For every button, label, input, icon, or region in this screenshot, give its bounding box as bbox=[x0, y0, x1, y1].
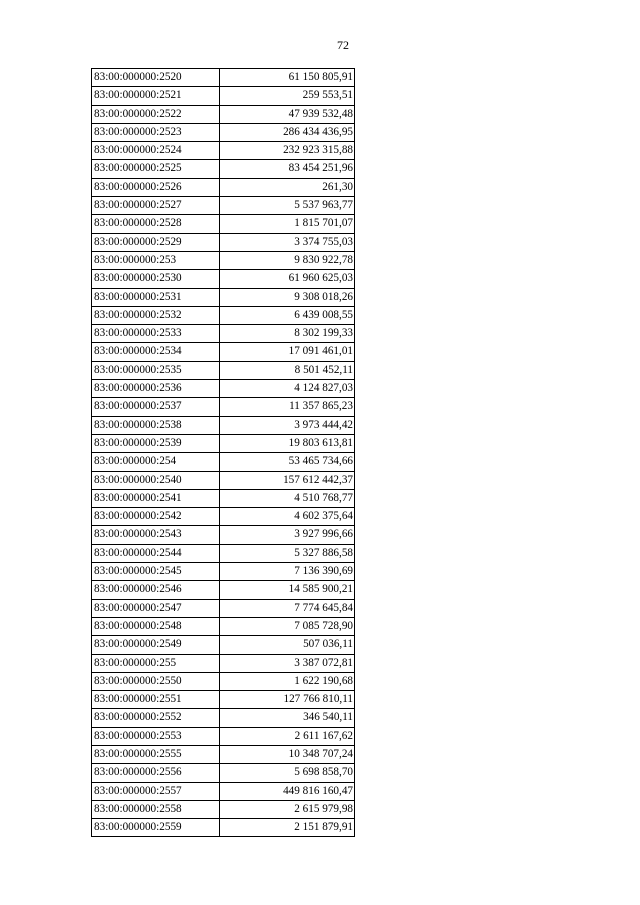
cadastral-number-cell: 83:00:000000:2524 bbox=[92, 142, 220, 160]
value-cell: 3 387 072,81 bbox=[220, 654, 355, 672]
cadastral-value-table bbox=[91, 68, 355, 837]
cadastral-number-cell: 83:00:000000:253 bbox=[92, 251, 220, 269]
cadastral-number-cell: 83:00:000000:2520 bbox=[92, 69, 220, 87]
cadastral-number-cell: 83:00:000000:2538 bbox=[92, 416, 220, 434]
value-cell: 61 960 625,03 bbox=[220, 270, 355, 288]
cadastral-number-cell: 83:00:000000:2522 bbox=[92, 105, 220, 123]
table-row bbox=[92, 709, 355, 727]
cadastral-number-cell: 83:00:000000:2555 bbox=[92, 745, 220, 763]
value-cell: 19 803 613,81 bbox=[220, 434, 355, 452]
table-row bbox=[92, 819, 355, 837]
table-row bbox=[92, 526, 355, 544]
table-row bbox=[92, 764, 355, 782]
value-cell: 261,30 bbox=[220, 178, 355, 196]
value-cell: 1 815 701,07 bbox=[220, 215, 355, 233]
table-row bbox=[92, 489, 355, 507]
cadastral-number-cell: 83:00:000000:2552 bbox=[92, 709, 220, 727]
table-row bbox=[92, 434, 355, 452]
value-cell: 259 553,51 bbox=[220, 87, 355, 105]
cadastral-number-cell: 83:00:000000:2546 bbox=[92, 581, 220, 599]
cadastral-number-cell: 83:00:000000:254 bbox=[92, 453, 220, 471]
value-cell: 4 510 768,77 bbox=[220, 489, 355, 507]
value-cell: 1 622 190,68 bbox=[220, 672, 355, 690]
value-cell: 83 454 251,96 bbox=[220, 160, 355, 178]
value-cell: 3 973 444,42 bbox=[220, 416, 355, 434]
table-row bbox=[92, 215, 355, 233]
table-row bbox=[92, 617, 355, 635]
value-cell: 8 501 452,11 bbox=[220, 361, 355, 379]
cadastral-number-cell: 83:00:000000:2544 bbox=[92, 544, 220, 562]
table-row bbox=[92, 343, 355, 361]
value-cell: 2 611 167,62 bbox=[220, 727, 355, 745]
value-cell: 9 830 922,78 bbox=[220, 251, 355, 269]
cadastral-number-cell: 83:00:000000:2548 bbox=[92, 617, 220, 635]
table-row bbox=[92, 306, 355, 324]
value-cell: 3 927 996,66 bbox=[220, 526, 355, 544]
cadastral-number-cell: 83:00:000000:2528 bbox=[92, 215, 220, 233]
value-cell: 5 537 963,77 bbox=[220, 197, 355, 215]
value-cell: 11 357 865,23 bbox=[220, 398, 355, 416]
table-row bbox=[92, 508, 355, 526]
value-cell: 53 465 734,66 bbox=[220, 453, 355, 471]
value-cell: 9 308 018,26 bbox=[220, 288, 355, 306]
table-row bbox=[92, 178, 355, 196]
cadastral-number-cell: 83:00:000000:2529 bbox=[92, 233, 220, 251]
table-row bbox=[92, 800, 355, 818]
table-row bbox=[92, 398, 355, 416]
cadastral-number-cell: 83:00:000000:2541 bbox=[92, 489, 220, 507]
table-row bbox=[92, 105, 355, 123]
value-cell: 5 327 886,58 bbox=[220, 544, 355, 562]
cadastral-number-cell: 83:00:000000:2536 bbox=[92, 380, 220, 398]
value-cell: 10 348 707,24 bbox=[220, 745, 355, 763]
table-row bbox=[92, 727, 355, 745]
cadastral-number-cell: 83:00:000000:2543 bbox=[92, 526, 220, 544]
cadastral-number-cell: 83:00:000000:2539 bbox=[92, 434, 220, 452]
cadastral-number-cell: 83:00:000000:2542 bbox=[92, 508, 220, 526]
value-cell: 7 774 645,84 bbox=[220, 599, 355, 617]
table-row bbox=[92, 471, 355, 489]
table-row bbox=[92, 87, 355, 105]
value-cell: 286 434 436,95 bbox=[220, 123, 355, 141]
cadastral-number-cell: 83:00:000000:2559 bbox=[92, 819, 220, 837]
cadastral-number-cell: 83:00:000000:2530 bbox=[92, 270, 220, 288]
value-cell: 127 766 810,11 bbox=[220, 691, 355, 709]
table-row bbox=[92, 544, 355, 562]
cadastral-number-cell: 83:00:000000:2523 bbox=[92, 123, 220, 141]
value-cell: 7 136 390,69 bbox=[220, 563, 355, 581]
table-row bbox=[92, 782, 355, 800]
cadastral-number-cell: 83:00:000000:2558 bbox=[92, 800, 220, 818]
table-row bbox=[92, 654, 355, 672]
table-row bbox=[92, 453, 355, 471]
cadastral-number-cell: 83:00:000000:2534 bbox=[92, 343, 220, 361]
value-cell: 8 302 199,33 bbox=[220, 325, 355, 343]
table-row bbox=[92, 251, 355, 269]
table-row bbox=[92, 233, 355, 251]
table-row bbox=[92, 745, 355, 763]
cadastral-number-cell: 83:00:000000:2525 bbox=[92, 160, 220, 178]
value-cell: 47 939 532,48 bbox=[220, 105, 355, 123]
table-row bbox=[92, 270, 355, 288]
table-row bbox=[92, 325, 355, 343]
value-cell: 346 540,11 bbox=[220, 709, 355, 727]
table-row bbox=[92, 361, 355, 379]
value-cell: 61 150 805,91 bbox=[220, 69, 355, 87]
value-cell: 449 816 160,47 bbox=[220, 782, 355, 800]
cadastral-number-cell: 83:00:000000:2549 bbox=[92, 636, 220, 654]
value-cell: 14 585 900,21 bbox=[220, 581, 355, 599]
cadastral-number-cell: 83:00:000000:255 bbox=[92, 654, 220, 672]
value-cell: 7 085 728,90 bbox=[220, 617, 355, 635]
cadastral-number-cell: 83:00:000000:2556 bbox=[92, 764, 220, 782]
cadastral-number-cell: 83:00:000000:2535 bbox=[92, 361, 220, 379]
value-cell: 3 374 755,03 bbox=[220, 233, 355, 251]
value-cell: 2 615 979,98 bbox=[220, 800, 355, 818]
table-row bbox=[92, 288, 355, 306]
value-cell: 5 698 858,70 bbox=[220, 764, 355, 782]
table-row bbox=[92, 416, 355, 434]
cadastral-number-cell: 83:00:000000:2540 bbox=[92, 471, 220, 489]
page-number: 72 bbox=[337, 38, 349, 52]
cadastral-number-cell: 83:00:000000:2532 bbox=[92, 306, 220, 324]
cadastral-number-cell: 83:00:000000:2533 bbox=[92, 325, 220, 343]
table-row bbox=[92, 563, 355, 581]
cadastral-number-cell: 83:00:000000:2531 bbox=[92, 288, 220, 306]
value-cell: 232 923 315,88 bbox=[220, 142, 355, 160]
table-row bbox=[92, 636, 355, 654]
table-row bbox=[92, 691, 355, 709]
table-row bbox=[92, 160, 355, 178]
value-cell: 157 612 442,37 bbox=[220, 471, 355, 489]
value-cell: 4 602 375,64 bbox=[220, 508, 355, 526]
table-row bbox=[92, 599, 355, 617]
cadastral-number-cell: 83:00:000000:2526 bbox=[92, 178, 220, 196]
cadastral-number-cell: 83:00:000000:2547 bbox=[92, 599, 220, 617]
table-row bbox=[92, 581, 355, 599]
value-cell: 17 091 461,01 bbox=[220, 343, 355, 361]
table-row bbox=[92, 380, 355, 398]
table-row bbox=[92, 142, 355, 160]
table-row bbox=[92, 197, 355, 215]
cadastral-number-cell: 83:00:000000:2557 bbox=[92, 782, 220, 800]
cadastral-number-cell: 83:00:000000:2551 bbox=[92, 691, 220, 709]
value-cell: 4 124 827,03 bbox=[220, 380, 355, 398]
table-row bbox=[92, 123, 355, 141]
table-row bbox=[92, 69, 355, 87]
value-cell: 2 151 879,91 bbox=[220, 819, 355, 837]
cadastral-number-cell: 83:00:000000:2553 bbox=[92, 727, 220, 745]
cadastral-number-cell: 83:00:000000:2545 bbox=[92, 563, 220, 581]
value-cell: 6 439 008,55 bbox=[220, 306, 355, 324]
cadastral-number-cell: 83:00:000000:2550 bbox=[92, 672, 220, 690]
cadastral-number-cell: 83:00:000000:2527 bbox=[92, 197, 220, 215]
table-row bbox=[92, 672, 355, 690]
table-body bbox=[92, 69, 355, 837]
cadastral-number-cell: 83:00:000000:2521 bbox=[92, 87, 220, 105]
value-cell: 507 036,11 bbox=[220, 636, 355, 654]
cadastral-number-cell: 83:00:000000:2537 bbox=[92, 398, 220, 416]
